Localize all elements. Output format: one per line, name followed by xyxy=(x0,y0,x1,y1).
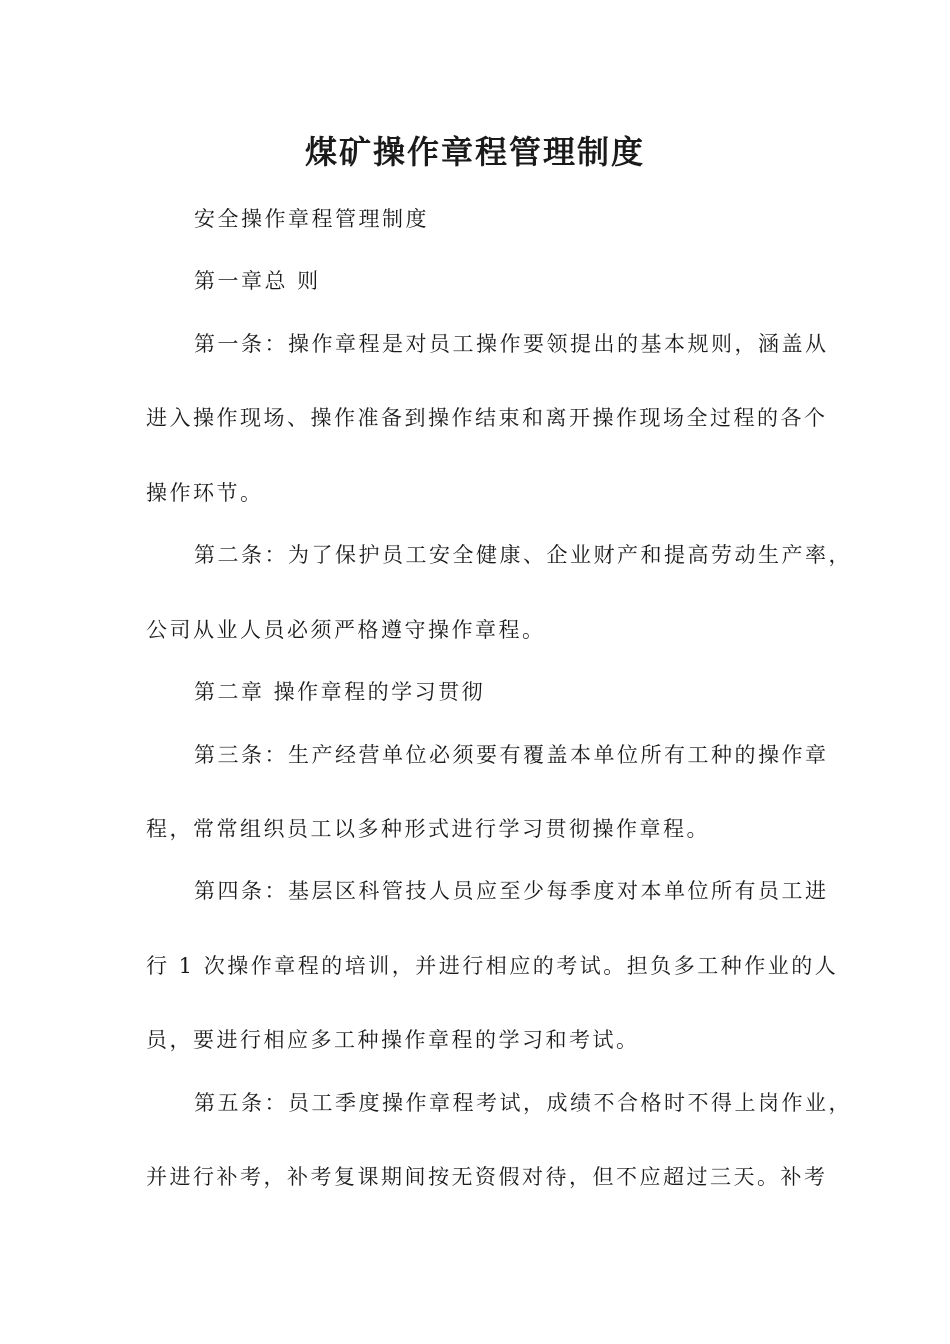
section-heading: 安全操作章程管理制度 xyxy=(194,207,429,231)
paragraph-line: 第四条：基层区科管技人员应至少每季度对本单位所有员工进 xyxy=(194,879,829,903)
chapter-heading: 第二章 操作章程的学习贯彻 xyxy=(194,680,486,704)
paragraph-line: 员，要进行相应多工种操作章程的学习和考试。 xyxy=(146,1028,640,1052)
paragraph-line: 第三条：生产经营单位必须要有覆盖本单位所有工种的操作章 xyxy=(194,743,829,767)
paragraph-line: 程，常常组织员工以多种形式进行学习贯彻操作章程。 xyxy=(146,817,710,841)
paragraph-line: 行 1 次操作章程的培训，并进行相应的考试。担负多工种作业的人 xyxy=(146,954,839,978)
paragraph-line: 进入操作现场、操作准备到操作结束和离开操作现场全过程的各个 xyxy=(146,406,828,430)
chapter-heading: 第一章总 则 xyxy=(194,269,321,293)
paragraph-line: 并进行补考，补考复课期间按无资假对待，但不应超过三天。补考 xyxy=(146,1165,828,1189)
paragraph-line: 公司从业人员必须严格遵守操作章程。 xyxy=(146,618,546,642)
paragraph-line: 第五条：员工季度操作章程考试，成绩不合格时不得上岗作业， xyxy=(194,1091,852,1115)
paragraph-line: 第二条：为了保护员工安全健康、企业财产和提高劳动生产率， xyxy=(194,543,852,567)
paragraph-line: 第一条：操作章程是对员工操作要领提出的基本规则，涵盖从 xyxy=(194,332,829,356)
paragraph-line: 操作环节。 xyxy=(146,481,264,505)
document-title: 煤矿操作章程管理制度 xyxy=(304,133,645,171)
